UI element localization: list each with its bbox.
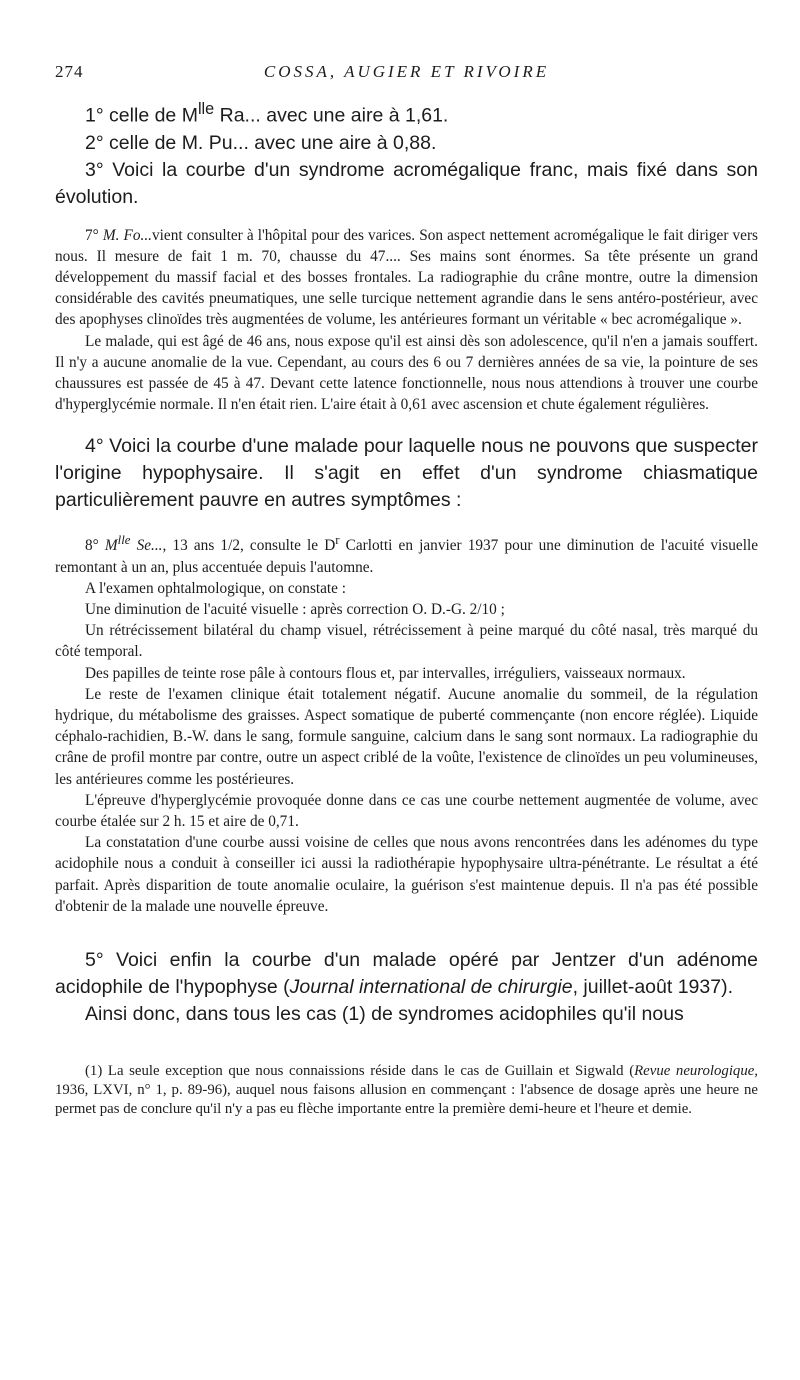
- page-number: 274: [55, 62, 84, 81]
- case-8-paragraph-4: Un rétrécissement bilatéral du champ visuel, rétrécissement à peine marqué du côté nasal, très marqué du côté temporal.: [55, 622, 758, 661]
- running-title: COSSA, AUGIER ET RIVOIRE: [263, 62, 550, 81]
- case-8-paragraph-3: Une diminution de l'acuité visuelle : après correction O. D.-G. 2/10 ;: [85, 601, 505, 619]
- case-8-paragraph-6: Le reste de l'examen clinique était totalement négatif. Aucune anomalie du sommeil, de la régulation hydrique, du métabolisme des graisses. Aspect somatique de puberté commençante (non encore réglée). Liquide céphalo-rachidien, B.-W. dans le sang, formule sanguine, calcium dans le sang sont normaux. La radiographie du crâne de profil montre par contre, outre un aspect criblé de la voûte, l'existence de clinoïdes un peu volumineuses, les antérieures comme les postérieures.: [55, 685, 758, 788]
- list-item-3: 3° Voici la courbe d'un syndrome acromégalique franc, mais fixé dans son évolution.: [55, 158, 758, 208]
- section-5-text: 5° Voici enfin la courbe d'un malade opéré par Jentzer d'un adénome acidophile de l'hypophyse (Journal international de chirurgie, juillet-août 1937).: [55, 949, 758, 999]
- case-8-paragraph-2: A l'examen ophtalmologique, on constate :: [85, 579, 347, 597]
- case-8-paragraph-8: La constatation d'une courbe aussi voisine de celles que nous avons rencontrées dans les adénomes du type acidophile nous a conduit à conseiller ici aussi la radiothérapie hypophysaire ultra-pénétrante. Le résultat a été parfait. Après disparition de toute anomalie oculaire, la guérison s'est maintenue depuis. Il n'a pas été possible d'obtenir de la malade une nouvelle épreuve.: [55, 834, 758, 915]
- case-7-paragraph-1: 7° M. Fo...vient consulter à l'hôpital pour des varices. Son aspect nettement acromégalique le fait diriger vers nous. Il mesure de fait 1 m. 70, chausse du 47.... Ses mains sont énormes. Sa tête présente un grand développement du massif facial et des bosses frontales. La radiographie du crâne montre, outre la dimension considérable des cavités pneumatiques, une selle turcique nettement agrandie dans le sens antéro-postérieur, avec des apophyses clinoïdes très augmentées de volume, les antérieures formant un véritable « bec acromégalique ».: [55, 226, 758, 329]
- section-4-text: 4° Voici la courbe d'une malade pour laquelle nous ne pouvons que suspecter l'origine hypophysaire. Il s'agit en effet d'un syndrome chiasmatique particulièrement pauvre en autres symptômes :: [55, 435, 758, 512]
- case-8-paragraph-5: Des papilles de teinte rose pâle à contours flous et, par intervalles, irréguliers, vaisseaux normaux.: [85, 664, 686, 682]
- page-body: [55, 96, 758, 1120]
- page-header: [55, 62, 758, 82]
- footnote: (1) La seule exception que nous connaissions réside dans le cas de Guillain et Sigwald (Revue neurologique, 1936, LXVI, n° 1, p. 89-96), auquel nous faisons allusion en commençant : l'absence de dosage après une heure ne permet pas de conclure qu'il n'y a pas eu flèche importante entre la première demi-heure et l'heure et demie.: [55, 1063, 758, 1118]
- case-8-paragraph-7: L'épreuve d'hyperglycémie provoquée donne dans ce cas une courbe nettement augmentée de volume, avec courbe étalée sur 2 h. 15 et aire de 0,71.: [55, 791, 758, 831]
- list-item-2: 2° celle de M. Pu... avec une aire à 0,88.: [85, 131, 437, 154]
- case-7-paragraph-2: Le malade, qui est âgé de 46 ans, nous expose qu'il est ainsi dès son adolescence, qu'il n'en a jamais souffert. Il n'y a aucune anomalie de la vue. Cependant, au cours des 6 ou 7 dernières années de sa vie, la pointure de ses chaussures est passée de 45 à 47. Devant cette latence fonctionnelle, nous nous attendions à trouver une courbe d'hyperglycémie normale. Il n'en était rien. L'aire était à 0,61 avec ascension et chute également régulières.: [55, 332, 758, 414]
- closing-line: Ainsi donc, dans tous les cas (1) de syndromes acidophiles qu'il nous: [85, 1003, 684, 1026]
- list-item-1: 1° celle de $M^{lle}$ Ra... avec une aire à 1,61.: [85, 100, 449, 127]
- case-8-paragraph-1: 8° $M^{lle}$ Se..., 13 ans 1/2, consulte le $D^r$ Carlotti en janvier 1937 pour une diminution de l'acuité visuelle remontant à un an, plus accentuée depuis l'automne.: [55, 533, 758, 576]
